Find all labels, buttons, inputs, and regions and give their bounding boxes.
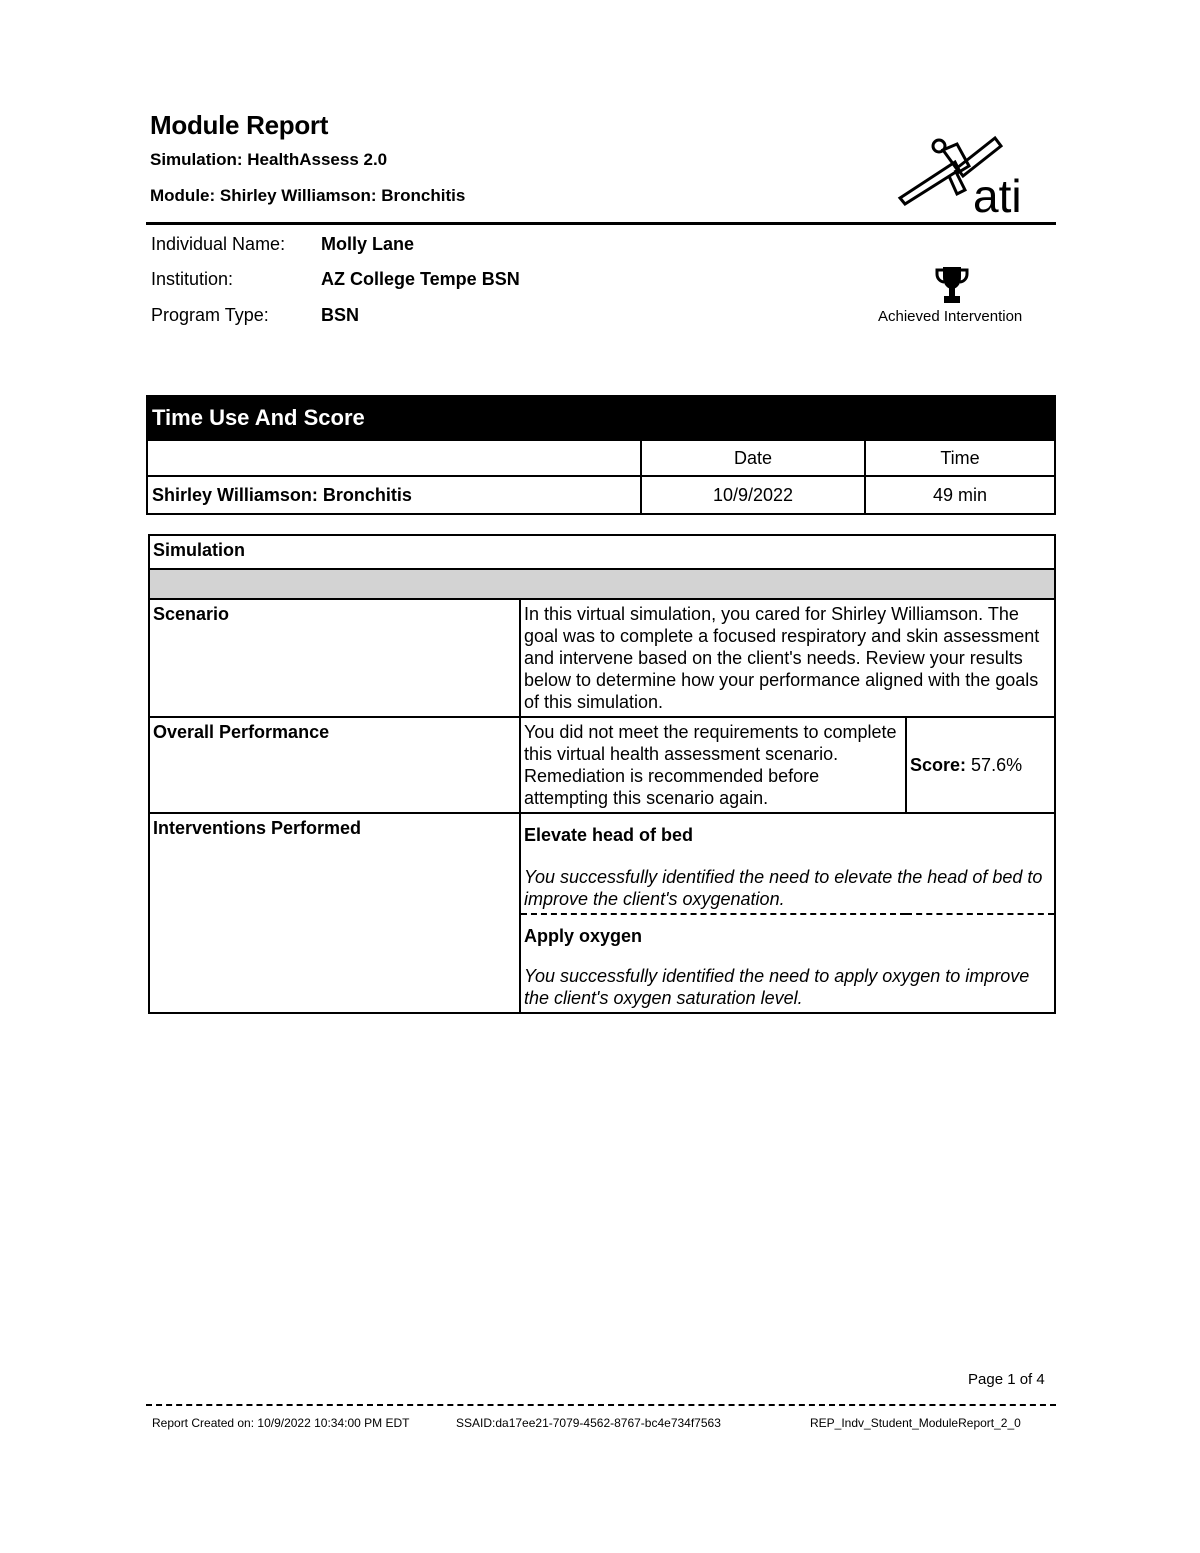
date-column-header: Date	[641, 440, 865, 476]
trophy-icon	[935, 265, 969, 305]
intervention-item	[520, 914, 1055, 1013]
achievement-badge: Achieved Intervention	[878, 308, 1023, 325]
program-label: Program Type:	[151, 305, 269, 325]
student-name: Molly Lane	[321, 234, 415, 254]
logo-text: ati	[973, 170, 1022, 217]
intervention-title: Apply oxygen	[524, 926, 643, 946]
score-cell	[906, 717, 1055, 813]
time-use-title: Time Use And Score	[147, 396, 1055, 440]
scenario-text: In this virtual simulation, you cared for Shirley Williamson. The goal was to complete a focused respiratory and skin assessment and intervene based on the client's needs. Review your results below to determine how your performance aligned with the goals of this simulation.	[520, 599, 1055, 717]
report-id: REP_Indv_Student_ModuleReport_2_0	[810, 1416, 1021, 1430]
institution-label: Institution:	[151, 269, 234, 289]
header-divider	[146, 222, 1056, 225]
simulation-name: Simulation: HealthAssess 2.0	[150, 150, 388, 169]
institution-value: AZ College Tempe BSN	[321, 269, 520, 289]
intervention-title: Elevate head of bed	[524, 825, 694, 845]
module-row-date: 10/9/2022	[641, 476, 865, 514]
report-title: Module Report	[150, 110, 329, 140]
interventions-label: Interventions Performed	[149, 813, 520, 1013]
module-row-time: 49 min	[865, 476, 1055, 514]
overall-performance-label: Overall Performance	[149, 717, 520, 813]
module-row-name: Shirley Williamson: Bronchitis	[147, 476, 641, 514]
time-column-header: Time	[865, 440, 1055, 476]
empty-header-cell	[147, 440, 641, 476]
intervention-item	[520, 813, 1055, 914]
footer-divider	[146, 1404, 1056, 1406]
scenario-label: Scenario	[149, 599, 520, 717]
page-number: Page 1 of 4	[968, 1371, 1045, 1388]
intervention-text: You successfully identified the need to elevate the head of bed to improve the client's oxygenation.	[524, 867, 1043, 909]
report-created: Report Created on: 10/9/2022 10:34:00 PM EDT	[152, 1416, 410, 1430]
score-value: 57.6%	[971, 755, 1023, 775]
module-name: Module: Shirley Williamson: Bronchitis	[150, 186, 466, 205]
simulation-section-title: Simulation	[149, 535, 1055, 569]
ati-logo	[895, 132, 1040, 217]
time-use-table	[146, 395, 1056, 515]
score-label: Score:	[910, 755, 967, 775]
intervention-text: You successfully identified the need to apply oxygen to improve the client's oxygen saturation level.	[524, 966, 1030, 1008]
name-label: Individual Name:	[151, 234, 286, 254]
ssaid: SSAID:da17ee21-7079-4562-8767-bc4e734f7563	[456, 1416, 721, 1430]
simulation-table	[148, 534, 1056, 1014]
grey-spacer-row	[149, 569, 1055, 599]
program-value: BSN	[321, 305, 360, 325]
overall-performance-text: You did not meet the requirements to complete this virtual health assessment scenario. Remediation is recommended before attempting this scenario again.	[520, 717, 906, 813]
